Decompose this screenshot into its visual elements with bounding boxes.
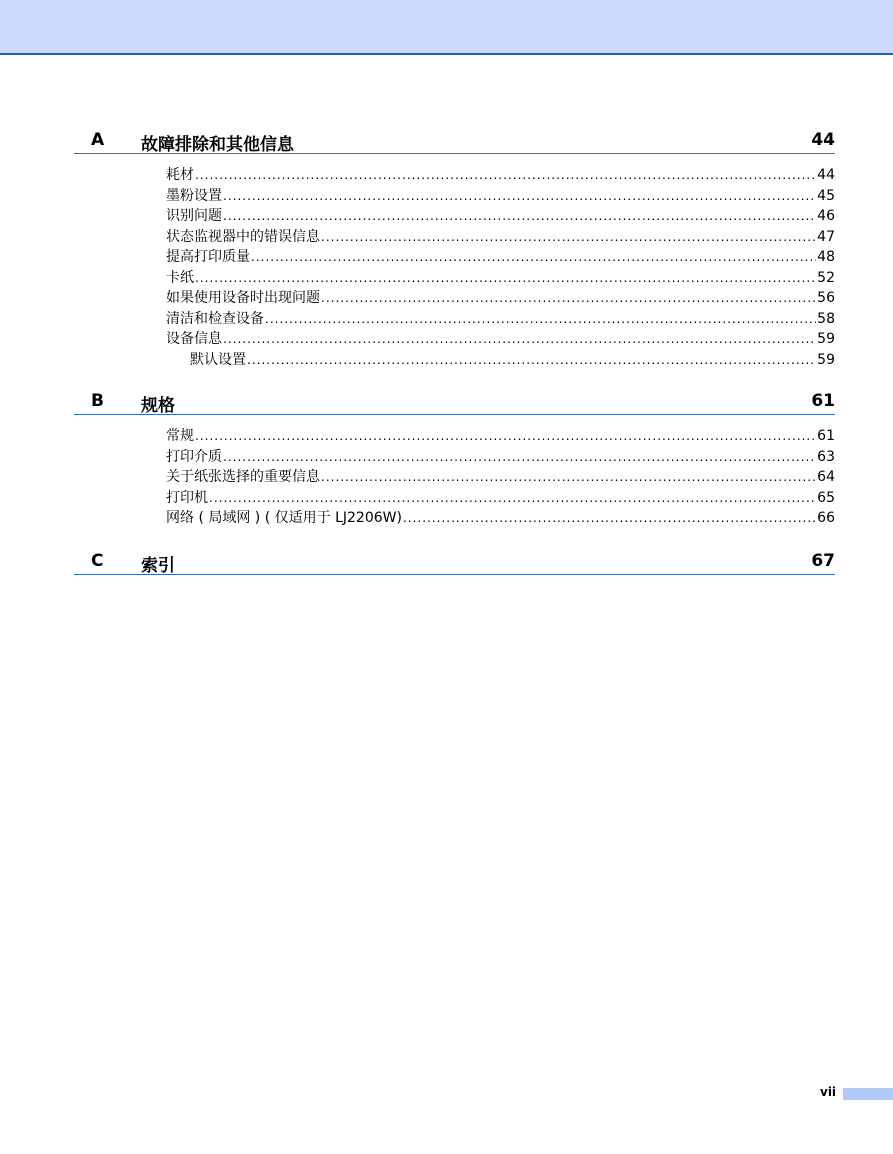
entry-title: 打印机 xyxy=(166,489,208,506)
entry-title: 状态监视器中的错误信息 xyxy=(166,228,320,245)
dot-leader xyxy=(223,206,816,227)
dot-leader xyxy=(223,186,816,207)
section-letter: C xyxy=(91,551,104,571)
entry-title: 关于纸张选择的重要信息 xyxy=(166,469,320,485)
toc-entry[interactable] xyxy=(74,309,835,330)
toc-entry[interactable] xyxy=(74,247,835,268)
toc-section-b xyxy=(74,388,835,529)
toc-entry[interactable] xyxy=(74,288,835,309)
entry-title: 提高打印质量 xyxy=(166,249,250,265)
dot-leader xyxy=(195,268,816,289)
entry-list xyxy=(74,426,835,529)
toc-entry[interactable] xyxy=(74,467,835,488)
toc-section-c xyxy=(74,548,835,575)
entry-page: 47 xyxy=(817,228,835,245)
entry-list xyxy=(74,165,835,370)
dot-leader xyxy=(209,488,816,509)
entry-title: 如果使用设备时出现问题 xyxy=(166,290,320,306)
entry-title: 常规 xyxy=(166,428,194,444)
header-band xyxy=(0,0,893,55)
entry-title: 默认设置 xyxy=(190,351,246,368)
entry-page: 65 xyxy=(817,489,835,506)
entry-page: 66 xyxy=(817,510,835,526)
entry-title: 识别问题 xyxy=(166,208,222,224)
toc-entry[interactable] xyxy=(74,186,835,207)
entry-page: 46 xyxy=(817,208,835,224)
entry-page: 52 xyxy=(817,269,835,286)
entry-title: 墨粉设置 xyxy=(166,187,222,204)
entry-title: 设备信息 xyxy=(166,331,222,347)
toc-entry[interactable] xyxy=(74,206,835,227)
toc-section-a xyxy=(74,127,835,370)
entry-page: 63 xyxy=(817,448,835,465)
section-title[interactable]: 索引 xyxy=(141,556,175,576)
section-heading xyxy=(74,127,835,154)
dot-leader xyxy=(321,288,816,309)
dot-leader xyxy=(265,309,816,330)
toc-entry[interactable] xyxy=(74,268,835,289)
section-page-number[interactable]: 67 xyxy=(811,551,835,571)
section-heading xyxy=(74,388,835,415)
section-title[interactable]: 故障排除和其他信息 xyxy=(141,135,294,155)
entry-page: 61 xyxy=(817,428,835,444)
dot-leader xyxy=(247,350,816,371)
section-page-number[interactable]: 44 xyxy=(811,130,835,150)
dot-leader xyxy=(403,508,816,529)
dot-leader xyxy=(223,329,816,350)
entry-title: 网络 ( 局域网 ) ( 仅适用于 LJ2206W) xyxy=(166,510,402,526)
dot-leader xyxy=(223,447,816,468)
dot-leader xyxy=(321,467,816,488)
dot-leader xyxy=(195,426,816,447)
toc-entry[interactable] xyxy=(74,329,835,350)
section-page-number[interactable]: 61 xyxy=(811,391,835,411)
section-letter: B xyxy=(91,391,104,411)
toc-entry[interactable] xyxy=(74,227,835,248)
entry-page: 48 xyxy=(817,249,835,265)
entry-page: 44 xyxy=(817,167,835,183)
section-heading xyxy=(74,548,835,575)
entry-page: 59 xyxy=(817,331,835,347)
dot-leader xyxy=(321,227,816,248)
section-letter: A xyxy=(91,130,105,150)
toc-entry[interactable] xyxy=(74,508,835,529)
entry-title: 打印介质 xyxy=(166,448,222,465)
entry-page: 59 xyxy=(817,351,835,368)
toc-entry[interactable] xyxy=(74,426,835,447)
toc-entry[interactable] xyxy=(74,447,835,468)
entry-page: 58 xyxy=(817,310,835,327)
footer-tab xyxy=(843,1088,893,1100)
entry-page: 64 xyxy=(817,469,835,485)
footer-page-number: vii xyxy=(820,1085,837,1099)
dot-leader xyxy=(251,247,816,268)
entry-title: 卡纸 xyxy=(166,269,194,286)
entry-title: 耗材 xyxy=(166,167,194,183)
entry-title: 清洁和检查设备 xyxy=(166,310,264,327)
toc-entry[interactable] xyxy=(74,488,835,509)
dot-leader xyxy=(195,165,816,186)
toc-entry[interactable] xyxy=(74,165,835,186)
entry-page: 56 xyxy=(817,290,835,306)
entry-page: 45 xyxy=(817,187,835,204)
section-title[interactable]: 规格 xyxy=(141,396,175,416)
toc-subentry[interactable] xyxy=(74,350,835,371)
